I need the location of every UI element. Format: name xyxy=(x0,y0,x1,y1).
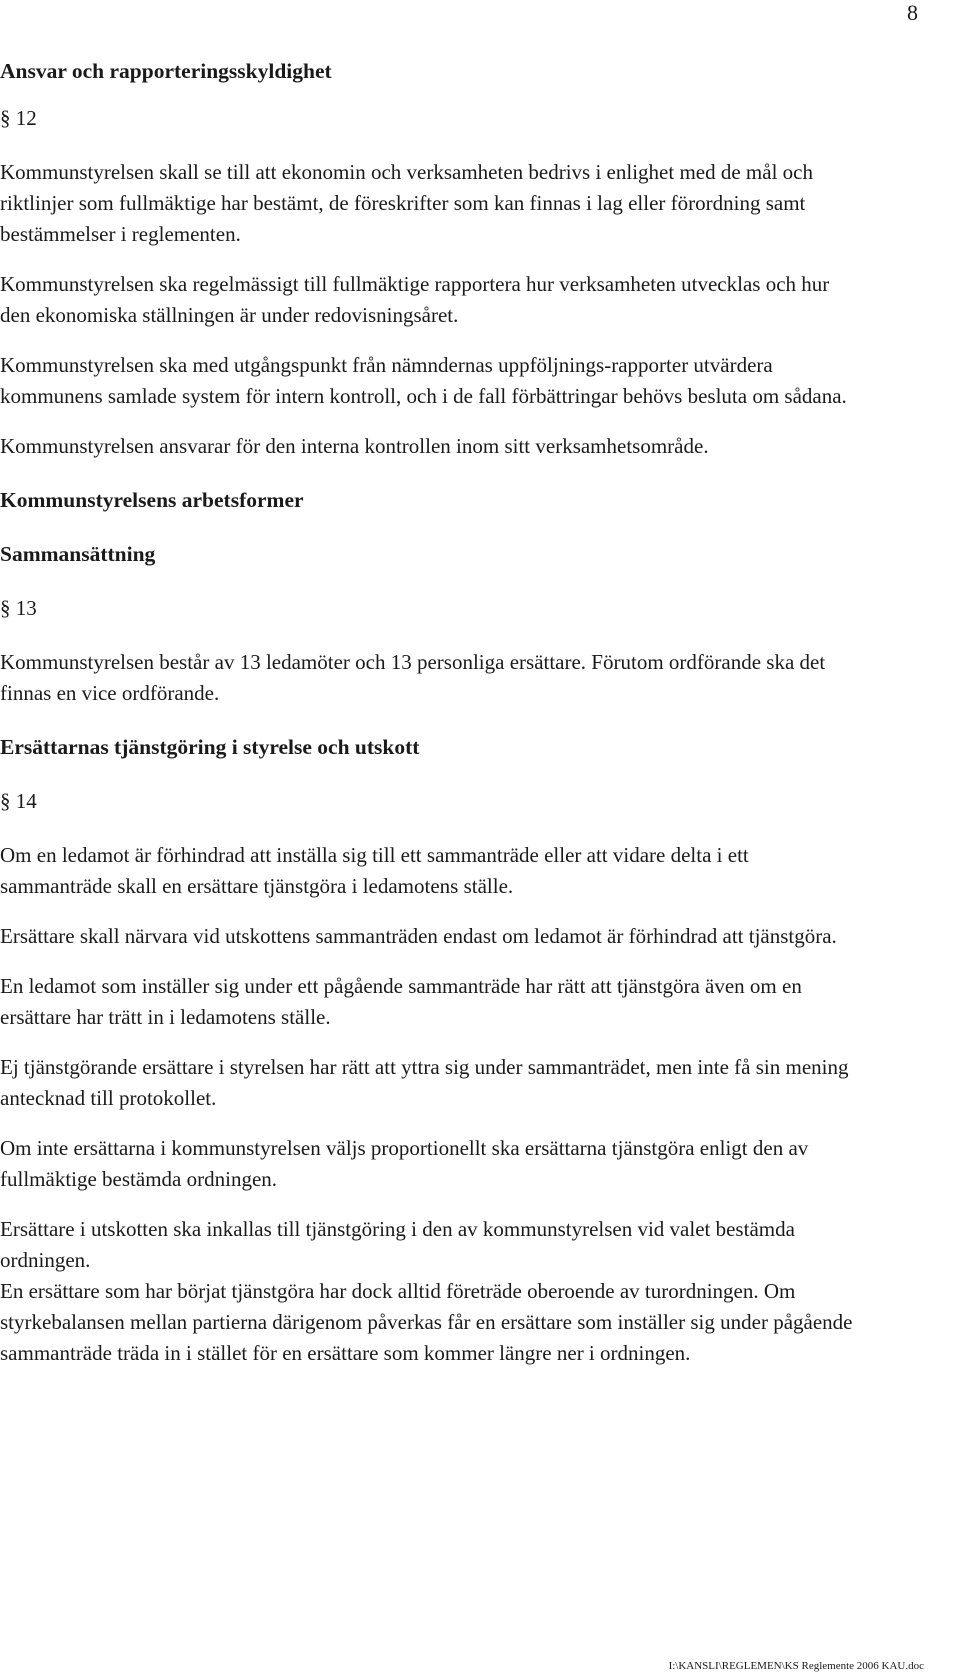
document-body xyxy=(0,56,860,1369)
paragraph: En ersättare som har börjat tjänstgöra har dock alltid företräde oberoende av turordningen. Om styrkebalansen mellan partierna därigenom påverkas får en ersättare som inställer sig under pågående sammanträde träda in i stället för en ersättare som kommer längre ner i ordningen. xyxy=(0,1279,853,1365)
heading-ersattare: Ersättarnas tjänstgöring i styrelse och utskott xyxy=(0,735,420,759)
section-14: § 14 xyxy=(0,789,37,813)
paragraph: Ej tjänstgörande ersättare i styrelsen har rätt att yttra sig under sammanträdet, men inte få sin mening antecknad till protokollet. xyxy=(0,1055,849,1110)
heading-sammansattning: Sammansättning xyxy=(0,542,156,566)
paragraph: Ersättare i utskotten ska inkallas till tjänstgöring i den av kommunstyrelsen vid valet bestämda ordningen. xyxy=(0,1217,795,1272)
paragraph: Ersättare skall närvara vid utskottens sammanträden endast om ledamot är förhindrad att tjänstgöra. xyxy=(0,924,837,948)
paragraph: En ledamot som inställer sig under ett pågående sammanträde har rätt att tjänstgöra även om en ersättare har trätt in i ledamotens ställe. xyxy=(0,974,802,1029)
paragraph: Kommunstyrelsen ska med utgångspunkt från nämndernas uppföljnings-rapporter utvärdera kommunens samlade system för intern kontroll, och i de fall förbättringar behövs besluta om sådana. xyxy=(0,353,847,408)
paragraph: Kommunstyrelsen består av 13 ledamöter och 13 personliga ersättare. Förutom ordförande ska det finnas en vice ordförande. xyxy=(0,650,826,705)
paragraph: Om inte ersättarna i kommunstyrelsen väljs proportionellt ska ersättarna tjänstgöra enligt den av fullmäktige bestämda ordningen. xyxy=(0,1136,809,1191)
page-number: 8 xyxy=(907,0,918,25)
heading-ansvar: Ansvar och rapporteringsskyldighet xyxy=(0,59,332,83)
paragraph: Om en ledamot är förhindrad att inställa sig till ett sammanträde eller att vidare delta i ett sammanträde skall en ersättare tjänstgöra i ledamotens ställe. xyxy=(0,843,749,898)
heading-arbetsformer: Kommunstyrelsens arbetsformer xyxy=(0,488,304,512)
paragraph: Kommunstyrelsen skall se till att ekonomin och verksamheten bedrivs i enlighet med de mål och riktlinjer som fullmäktige har bestämt, de föreskrifter som kan finnas i lag eller förordning samt bestämmelser i reglementen. xyxy=(0,160,813,246)
paragraph: Kommunstyrelsen ansvarar för den interna kontrollen inom sitt verksamhetsområde. xyxy=(0,434,709,458)
footer-file-path: I:\KANSLI\REGLEMEN\KS Reglemente 2006 KAU.doc xyxy=(668,1660,924,1672)
section-13: § 13 xyxy=(0,596,37,620)
paragraph: Kommunstyrelsen ska regelmässigt till fullmäktige rapportera hur verksamheten utvecklas och hur den ekonomiska ställningen är under redovisningsåret. xyxy=(0,272,830,327)
section-12: § 12 xyxy=(0,106,37,130)
